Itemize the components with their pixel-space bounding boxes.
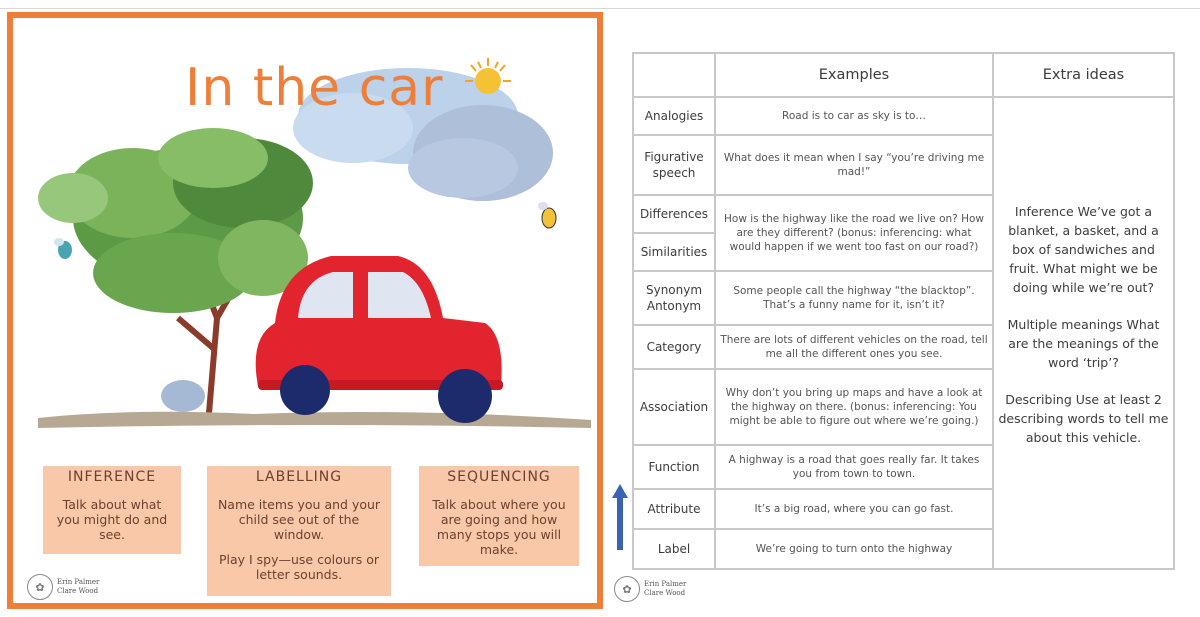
row-label: Category bbox=[633, 325, 715, 369]
poster-title: In the car bbox=[185, 58, 444, 118]
language-ideas-table bbox=[632, 52, 1175, 570]
card-heading: LABELLING bbox=[255, 469, 343, 485]
footer-author-logo bbox=[614, 576, 686, 602]
row-label: Label bbox=[633, 529, 715, 569]
card-heading: INFERENCE bbox=[67, 469, 157, 485]
extra-idea: Multiple meanings What are the meanings of the word ‘trip’? bbox=[1007, 316, 1160, 370]
logo-line-1: Erin Palmer bbox=[644, 580, 687, 588]
logo-line-2: Clare Wood bbox=[644, 589, 686, 597]
row-label: Differences bbox=[633, 195, 715, 233]
sequencing-card bbox=[419, 466, 579, 566]
header-cell-empty bbox=[633, 53, 715, 97]
author-logo bbox=[27, 574, 99, 600]
row-example: What does it mean when I say “you’re driving me mad!” bbox=[715, 135, 993, 195]
table-header-row bbox=[633, 53, 1174, 97]
row-example: We’re going to turn onto the highway bbox=[715, 529, 993, 569]
row-label: Analogies bbox=[633, 97, 715, 135]
logo-icon: ✿ bbox=[614, 576, 640, 602]
card-text: Name items you and your child see out of the window. bbox=[217, 497, 381, 542]
row-label: Similarities bbox=[633, 233, 715, 271]
row-example: Some people call the highway “the blacktop”. That’s a funny name for it, isn’t it? bbox=[715, 271, 993, 325]
table-row bbox=[633, 97, 1174, 135]
row-example: Why don’t you bring up maps and have a look at the highway on there. (bonus: inferencing: You might be able to figure out where we’re going.) bbox=[715, 369, 993, 445]
logo-line-1: Erin Palmer bbox=[57, 578, 100, 586]
row-label: Association bbox=[633, 369, 715, 445]
in-the-car-poster bbox=[7, 12, 603, 609]
top-divider bbox=[0, 8, 1200, 9]
bush-illustration bbox=[161, 380, 205, 412]
header-examples: Examples bbox=[715, 53, 993, 97]
inference-card bbox=[43, 466, 181, 554]
bee-icon bbox=[538, 202, 556, 228]
logo-line-2: Clare Wood bbox=[57, 587, 99, 595]
row-example: Road is to car as sky is to… bbox=[715, 97, 993, 135]
header-extra-ideas: Extra ideas bbox=[993, 53, 1174, 97]
row-example: A highway is a road that goes really far. It takes you from town to town. bbox=[715, 445, 993, 489]
row-label: Figurative speech bbox=[633, 135, 715, 195]
card-heading: SEQUENCING bbox=[447, 469, 551, 485]
car-illustration bbox=[256, 256, 503, 423]
extra-idea: Inference We’ve got a blanket, a basket, and a box of sandwiches and fruit. What might we be doing while we’re out? bbox=[1008, 203, 1159, 295]
extra-ideas-cell bbox=[993, 97, 1174, 569]
card-text: Play I spy—use colours or letter sounds. bbox=[218, 552, 380, 582]
card-text: Talk about what you might do and see. bbox=[56, 497, 168, 542]
row-example: It’s a big road, where you can go fast. bbox=[715, 489, 993, 529]
extra-idea: Describing Use at least 2 describing words to tell me about this vehicle. bbox=[998, 391, 1169, 445]
row-example: How is the highway like the road we live on? How are they different? (bonus: inferencing: what would happen if we went too fast on our road?) bbox=[715, 195, 993, 271]
labelling-card bbox=[207, 466, 391, 596]
row-example: There are lots of different vehicles on the road, tell me all the different ones you see. bbox=[715, 325, 993, 369]
row-label: Function bbox=[633, 445, 715, 489]
up-arrow-icon bbox=[612, 484, 628, 550]
card-text: Talk about where you are going and how many stops you will make. bbox=[432, 497, 566, 557]
ground-illustration bbox=[38, 412, 591, 428]
row-label: Attribute bbox=[633, 489, 715, 529]
fly-icon bbox=[54, 238, 72, 259]
row-label: Synonym Antonym bbox=[633, 271, 715, 325]
logo-icon: ✿ bbox=[27, 574, 53, 600]
